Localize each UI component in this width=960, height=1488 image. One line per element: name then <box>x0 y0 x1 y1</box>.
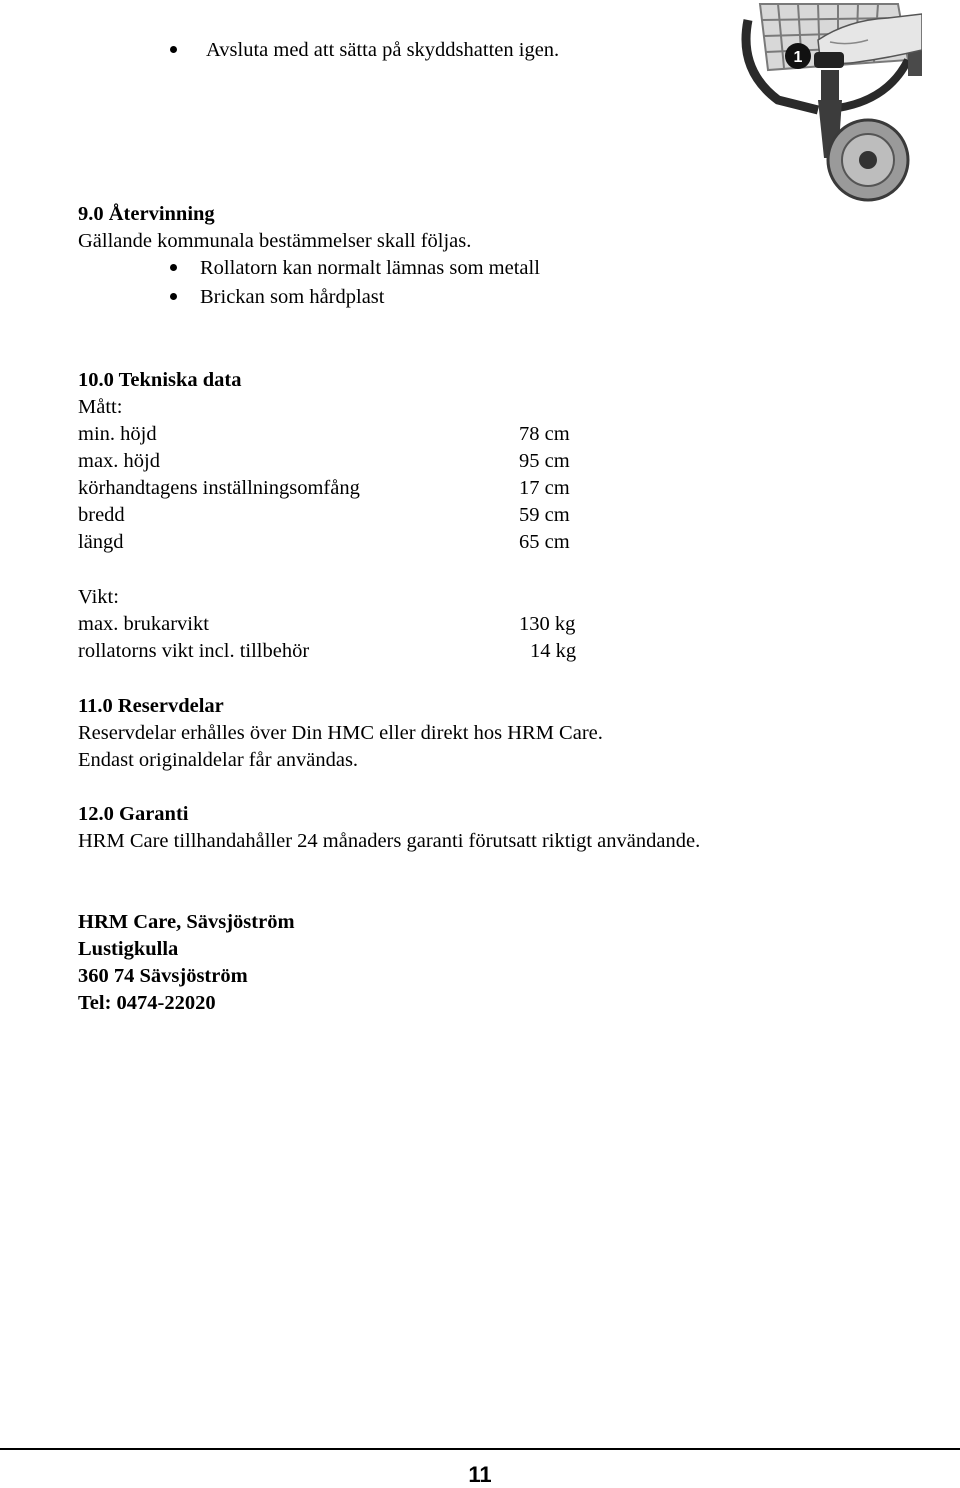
recycling-intro: Gällande kommunala bestämmelser skall följas. <box>78 230 472 252</box>
section-heading-parts: 11.0 Reservdelar <box>78 695 224 717</box>
page-number: 11 <box>468 1462 492 1487</box>
spec-label: bredd <box>78 504 125 526</box>
address-line: Tel: 0474-22020 <box>78 992 216 1014</box>
spec-value: 14 kg <box>530 640 577 662</box>
dims-label: Mått: <box>78 396 123 418</box>
spec-label: max. höjd <box>78 450 160 472</box>
spec-label: min. höjd <box>78 423 157 445</box>
address-line: HRM Care, Sävsjöström <box>78 911 295 933</box>
address-line: 360 74 Sävsjöström <box>78 965 248 987</box>
rollator-wheel-photo-icon <box>738 0 922 204</box>
bullet-dot <box>170 46 177 53</box>
spec-label: körhandtagens inställningsomfång <box>78 477 360 499</box>
weight-label: Vikt: <box>78 586 119 608</box>
parts-line: Reservdelar erhålles över Din HMC eller direkt hos HRM Care. <box>78 722 603 744</box>
parts-line: Endast originaldelar får användas. <box>78 749 359 771</box>
address-line: Lustigkulla <box>78 938 179 960</box>
warranty-text: HRM Care tillhandahåller 24 månaders garanti förutsatt riktigt användande. <box>78 830 701 852</box>
bullet-dot <box>170 264 177 271</box>
recycling-item: Rollatorn kan normalt lämnas som metall <box>200 257 540 279</box>
spec-value: 59 cm <box>519 504 570 526</box>
spec-value: 65 cm <box>519 531 570 553</box>
spec-value: 130 kg <box>519 613 576 635</box>
spec-value: 95 cm <box>519 450 570 472</box>
spec-label: max. brukarvikt <box>78 613 209 635</box>
spec-value: 17 cm <box>519 477 570 499</box>
bullet-dot <box>170 293 177 300</box>
svg-text:1: 1 <box>793 49 803 66</box>
instruction-text: Avsluta med att sätta på skyddshatten igen. <box>206 39 560 61</box>
spec-label: längd <box>78 531 124 553</box>
section-heading-tech: 10.0 Tekniska data <box>78 369 242 391</box>
recycling-item: Brickan som hårdplast <box>200 286 385 308</box>
spec-value: 78 cm <box>519 423 570 445</box>
spec-label: rollatorns vikt incl. tillbehör <box>78 640 310 662</box>
section-heading-warranty: 12.0 Garanti <box>78 803 189 825</box>
footer-divider <box>0 1448 960 1450</box>
section-heading-recycling: 9.0 Återvinning <box>78 203 215 225</box>
